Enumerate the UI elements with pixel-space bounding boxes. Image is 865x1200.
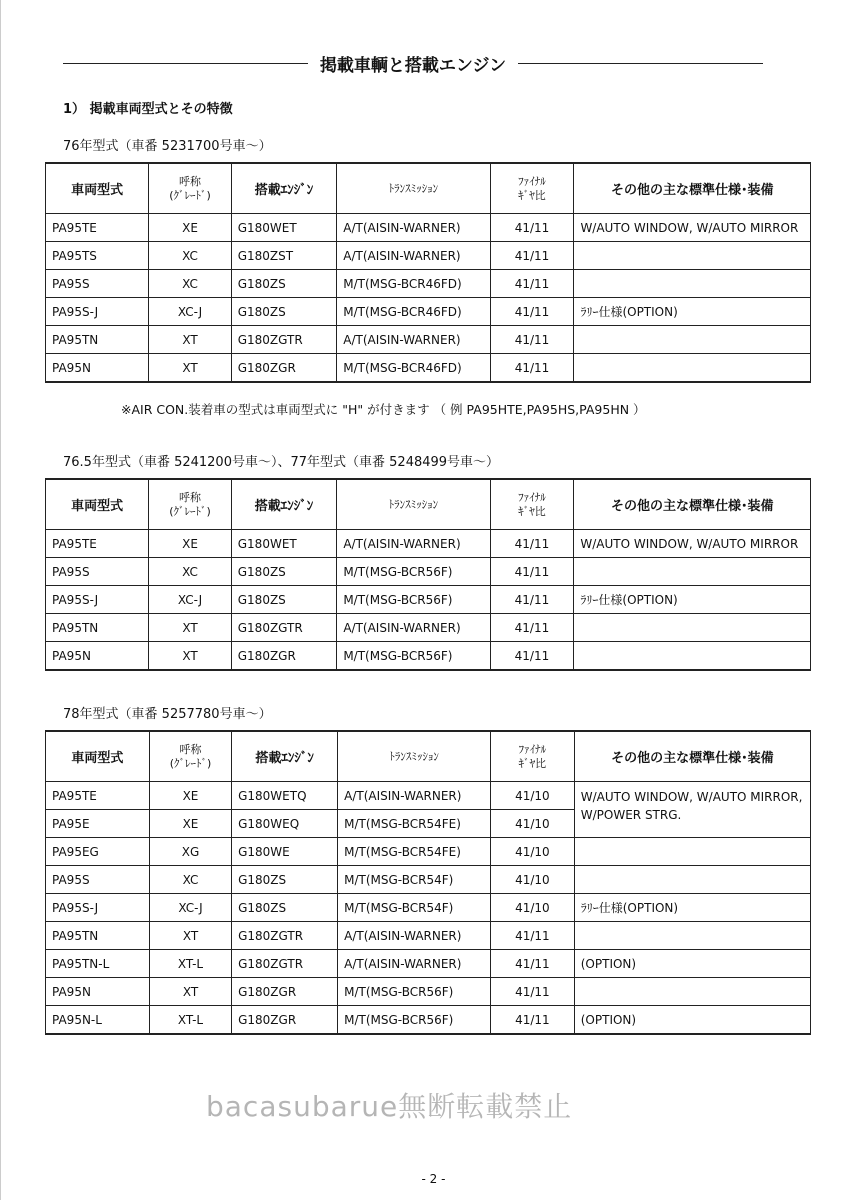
table-cell: (OPTION) bbox=[574, 950, 810, 978]
column-header: 搭載ｴﾝｼﾞﾝ bbox=[232, 731, 338, 782]
aircon-note: ※AIR CON.装着車の型式は車両型式に "H" が付きます （ 例 PA95HTE,PA95HS,PA95HN ） bbox=[121, 402, 646, 417]
table-cell: M/T(MSG-BCR56F) bbox=[337, 558, 490, 586]
table-cell: A/T(AISIN-WARNER) bbox=[337, 530, 490, 558]
table-cell: G180WEQ bbox=[232, 810, 338, 838]
table-cell: 41/11 bbox=[491, 950, 575, 978]
table-cell bbox=[574, 558, 811, 586]
table-row bbox=[46, 558, 811, 586]
table-cell: XT bbox=[149, 642, 231, 671]
table-row bbox=[46, 270, 811, 298]
table-row bbox=[46, 614, 811, 642]
table-cell: 41/11 bbox=[490, 242, 574, 270]
table-cell: PA95EG bbox=[46, 838, 150, 866]
table-cell: PA95TE bbox=[46, 214, 149, 242]
table-cell: A/T(AISIN-WARNER) bbox=[338, 922, 491, 950]
table-cell bbox=[574, 866, 810, 894]
table-cell: XC bbox=[149, 270, 231, 298]
table-cell: M/T(MSG-BCR56F) bbox=[337, 642, 490, 671]
column-header: ﾌｧｲﾅﾙ ｷﾞﾔ比 bbox=[490, 479, 574, 530]
table-cell: 41/10 bbox=[491, 810, 575, 838]
table-cell: G180ZGR bbox=[231, 354, 337, 383]
table-caption: 76.5年型式（車番 5241200号車～）、77年型式（車番 5248499号車～） bbox=[63, 455, 500, 470]
table-row bbox=[46, 214, 811, 242]
table-cell: PA95TE bbox=[46, 782, 150, 810]
table-cell: XT bbox=[149, 354, 231, 383]
table-cell: XE bbox=[149, 530, 231, 558]
table-row bbox=[46, 866, 811, 894]
table-cell: G180ZGTR bbox=[231, 326, 337, 354]
table-cell bbox=[574, 922, 810, 950]
table-cell: XT bbox=[149, 978, 231, 1006]
table-cell: G180ZGR bbox=[232, 1006, 338, 1035]
table-cell bbox=[574, 242, 811, 270]
table-cell bbox=[574, 614, 811, 642]
table-cell: M/T(MSG-BCR54F) bbox=[338, 866, 491, 894]
divider bbox=[518, 63, 763, 64]
table-cell: PA95S-J bbox=[46, 586, 149, 614]
page-number: - 2 - bbox=[421, 1172, 446, 1186]
table-caption: 76年型式（車番 5231700号車～） bbox=[63, 139, 272, 154]
table-cell: XT-L bbox=[149, 950, 231, 978]
table-cell: ﾗﾘｰ仕様(OPTION) bbox=[574, 298, 811, 326]
table-cell: A/T(AISIN-WARNER) bbox=[337, 326, 490, 354]
table-cell: XC-J bbox=[149, 894, 231, 922]
table-row bbox=[46, 922, 811, 950]
table-cell bbox=[574, 270, 811, 298]
table-cell: XG bbox=[149, 838, 231, 866]
table-cell: G180ZST bbox=[231, 242, 337, 270]
table-cell: XE bbox=[149, 214, 231, 242]
table-caption: 78年型式（車番 5257780号車～） bbox=[63, 707, 272, 722]
column-header: 車両型式 bbox=[46, 479, 149, 530]
table-cell: PA95S-J bbox=[46, 298, 149, 326]
table-row bbox=[46, 838, 811, 866]
table-cell: G180ZGR bbox=[231, 642, 337, 671]
table-row bbox=[46, 586, 811, 614]
watermark: bacasubarue無断転載禁止 bbox=[206, 1090, 573, 1123]
column-header: 呼称 (ｸﾞﾚｰﾄﾞ) bbox=[149, 479, 231, 530]
table-cell: PA95S bbox=[46, 866, 150, 894]
divider bbox=[63, 63, 308, 64]
table-cell: XC-J bbox=[149, 298, 231, 326]
table-cell: 41/11 bbox=[490, 326, 574, 354]
table-cell: A/T(AISIN-WARNER) bbox=[337, 214, 490, 242]
table-row bbox=[46, 354, 811, 383]
table-row bbox=[46, 894, 811, 922]
table-cell: M/T(MSG-BCR54F) bbox=[338, 894, 491, 922]
table-cell: A/T(AISIN-WARNER) bbox=[337, 242, 490, 270]
column-header: 呼称 (ｸﾞﾚｰﾄﾞ) bbox=[149, 731, 231, 782]
table-cell: PA95N bbox=[46, 642, 149, 671]
table-cell: XC-J bbox=[149, 586, 231, 614]
table-cell: ﾗﾘｰ仕様(OPTION) bbox=[574, 894, 810, 922]
section-heading: 1） 掲載車両型式とその特徴 bbox=[63, 102, 233, 117]
table-cell: G180WE bbox=[232, 838, 338, 866]
table-cell: G180WET bbox=[231, 214, 337, 242]
table-cell: G180ZGTR bbox=[231, 614, 337, 642]
table-cell: 41/11 bbox=[491, 922, 575, 950]
column-header: 車両型式 bbox=[46, 731, 150, 782]
column-header: その他の主な標準仕様･装備 bbox=[574, 163, 811, 214]
table-cell: 41/11 bbox=[491, 978, 575, 1006]
column-header: ﾌｧｲﾅﾙ ｷﾞﾔ比 bbox=[490, 163, 574, 214]
table-cell: G180ZS bbox=[231, 270, 337, 298]
table-cell: A/T(AISIN-WARNER) bbox=[338, 782, 491, 810]
table-cell: 41/11 bbox=[490, 214, 574, 242]
table-cell: 41/11 bbox=[490, 558, 574, 586]
table-cell: 41/11 bbox=[491, 1006, 575, 1035]
table-cell bbox=[574, 838, 810, 866]
table-cell: PA95N bbox=[46, 978, 150, 1006]
page-title: 掲載車輌と搭載エンジン bbox=[319, 55, 507, 76]
table-cell: 41/11 bbox=[490, 530, 574, 558]
table-cell: XT bbox=[149, 614, 231, 642]
table-cell: G180ZS bbox=[231, 586, 337, 614]
table-cell: (OPTION) bbox=[574, 1006, 810, 1035]
table-cell: PA95S bbox=[46, 270, 149, 298]
header-row bbox=[46, 479, 811, 530]
table-cell: M/T(MSG-BCR56F) bbox=[337, 586, 490, 614]
table-cell: M/T(MSG-BCR56F) bbox=[338, 978, 491, 1006]
table-cell: PA95S-J bbox=[46, 894, 150, 922]
column-header: 搭載ｴﾝｼﾞﾝ bbox=[231, 479, 337, 530]
table-row bbox=[46, 530, 811, 558]
column-header: その他の主な標準仕様･装備 bbox=[574, 731, 810, 782]
table-cell: 41/11 bbox=[490, 614, 574, 642]
table-cell: PA95TS bbox=[46, 242, 149, 270]
column-header: 呼称 (ｸﾞﾚｰﾄﾞ) bbox=[149, 163, 231, 214]
table-cell: ﾗﾘｰ仕様(OPTION) bbox=[574, 586, 811, 614]
table-cell: W/AUTO WINDOW, W/AUTO MIRROR bbox=[574, 530, 811, 558]
table-row bbox=[46, 326, 811, 354]
table-cell bbox=[574, 354, 811, 383]
table-cell: PA95S bbox=[46, 558, 149, 586]
table-cell: 41/10 bbox=[491, 838, 575, 866]
table-cell: G180ZS bbox=[232, 894, 338, 922]
table-cell bbox=[574, 326, 811, 354]
table-cell: M/T(MSG-BCR54FE) bbox=[338, 810, 491, 838]
table-cell: A/T(AISIN-WARNER) bbox=[338, 950, 491, 978]
table-cell: PA95N bbox=[46, 354, 149, 383]
column-header: ﾄﾗﾝｽﾐｯｼｮﾝ bbox=[337, 479, 490, 530]
table-cell: 41/10 bbox=[491, 866, 575, 894]
column-header: その他の主な標準仕様･装備 bbox=[574, 479, 811, 530]
table-cell: 41/11 bbox=[490, 354, 574, 383]
table-cell: 41/11 bbox=[490, 298, 574, 326]
table-cell: M/T(MSG-BCR54FE) bbox=[338, 838, 491, 866]
header-row bbox=[46, 163, 811, 214]
table-row bbox=[46, 298, 811, 326]
table-cell: PA95N-L bbox=[46, 1006, 150, 1035]
table-cell: G180ZGTR bbox=[232, 950, 338, 978]
table-cell: G180WET bbox=[231, 530, 337, 558]
table-cell: M/T(MSG-BCR46FD) bbox=[337, 270, 490, 298]
table-cell: PA95TE bbox=[46, 530, 149, 558]
table-cell: G180ZGR bbox=[232, 978, 338, 1006]
table-cell: 41/11 bbox=[490, 642, 574, 671]
table-row bbox=[46, 950, 811, 978]
title-row bbox=[63, 48, 763, 78]
table-cell: XT bbox=[149, 922, 231, 950]
vehicle-table-76-5-77 bbox=[45, 478, 811, 671]
column-header: ﾄﾗﾝｽﾐｯｼｮﾝ bbox=[338, 731, 491, 782]
table-row bbox=[46, 1006, 811, 1035]
table-cell: XC bbox=[149, 558, 231, 586]
table-cell: M/T(MSG-BCR46FD) bbox=[337, 298, 490, 326]
table-row bbox=[46, 978, 811, 1006]
table-cell: PA95E bbox=[46, 810, 150, 838]
table-cell: PA95TN bbox=[46, 922, 150, 950]
table-cell: 41/10 bbox=[491, 782, 575, 810]
table-cell bbox=[574, 642, 811, 671]
table-cell: PA95TN bbox=[46, 326, 149, 354]
column-header: ﾄﾗﾝｽﾐｯｼｮﾝ bbox=[337, 163, 490, 214]
table-cell: XE bbox=[149, 810, 231, 838]
table-cell: 41/10 bbox=[491, 894, 575, 922]
column-header: ﾌｧｲﾅﾙ ｷﾞﾔ比 bbox=[491, 731, 575, 782]
table-cell: M/T(MSG-BCR56F) bbox=[338, 1006, 491, 1035]
table-cell: W/AUTO WINDOW, W/AUTO MIRROR, W/POWER STRG. bbox=[574, 782, 810, 838]
table-cell: G180WETQ bbox=[232, 782, 338, 810]
table-cell: W/AUTO WINDOW, W/AUTO MIRROR bbox=[574, 214, 811, 242]
table-cell: PA95TN bbox=[46, 614, 149, 642]
table-row bbox=[46, 642, 811, 671]
table-cell: XT-L bbox=[149, 1006, 231, 1035]
table-cell: G180ZGTR bbox=[232, 922, 338, 950]
table-cell: 41/11 bbox=[490, 270, 574, 298]
table-cell: G180ZS bbox=[232, 866, 338, 894]
table-cell: XC bbox=[149, 866, 231, 894]
table-cell: G180ZS bbox=[231, 298, 337, 326]
table-cell: A/T(AISIN-WARNER) bbox=[337, 614, 490, 642]
table-cell bbox=[574, 978, 810, 1006]
vehicle-table-78 bbox=[45, 730, 811, 1035]
table-cell: 41/11 bbox=[490, 586, 574, 614]
table-cell: PA95TN-L bbox=[46, 950, 150, 978]
header-row bbox=[46, 731, 811, 782]
column-header: 車両型式 bbox=[46, 163, 149, 214]
table-row bbox=[46, 242, 811, 270]
table-cell: G180ZS bbox=[231, 558, 337, 586]
table-cell: XT bbox=[149, 326, 231, 354]
table-cell: XC bbox=[149, 242, 231, 270]
table-row bbox=[46, 782, 811, 810]
table-cell: XE bbox=[149, 782, 231, 810]
vehicle-table-76 bbox=[45, 162, 811, 383]
table-cell: M/T(MSG-BCR46FD) bbox=[337, 354, 490, 383]
column-header: 搭載ｴﾝｼﾞﾝ bbox=[231, 163, 337, 214]
